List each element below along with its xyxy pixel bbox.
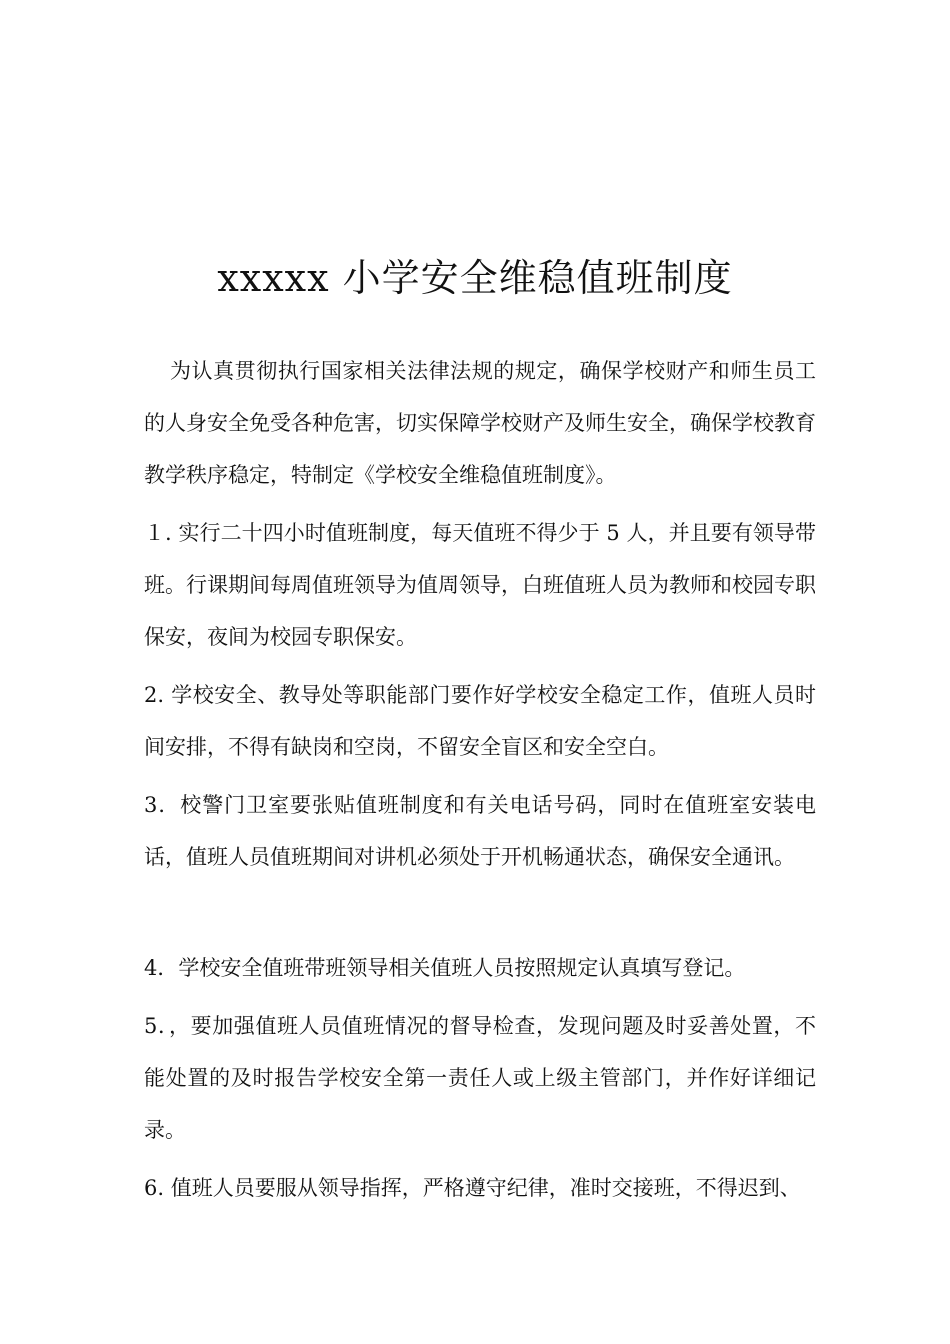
rule-paragraph-5: 5．，要加强值班人员值班情况的督导检查，发现问题及时妥善处置，不能处置的及时报告学校安全第一责任人或上级主管部门，并作好详细记录。 [144,1014,816,1142]
rule-paragraph-3: 3．校警门卫室要张贴值班制度和有关电话号码，同时在值班室安装电话，值班人员值班期间对讲机必须处于开机畅通状态，确保安全通讯。 [144,793,816,869]
rule-paragraph-4: 4．学校安全值班带班领导相关值班人员按照规定认真填写登记。 [144,956,746,980]
rule-paragraph-1: １. 实行二十四小时值班制度，每天值班不得少于 5 人，并且要有领导带班。行课期间每周值班领导为值周领导，白班值班人员为教师和校园专职保安，夜间为校园专职保安。 [144,521,816,649]
rule-paragraph-6: 6. 值班人员要服从领导指挥，严格遵守纪律，准时交接班，不得迟到、 [144,1176,801,1200]
rule-paragraph-2: 2. 学校安全、教导处等职能部门要作好学校安全稳定工作，值班人员时间安排，不得有缺岗和空岗，不留安全盲区和安全空白。 [144,683,816,759]
document-title: xxxxx 小学安全维稳值班制度 [217,256,733,300]
intro-paragraph: 为认真贯彻执行国家相关法律法规的规定，确保学校财产和师生员工的人身安全免受各种危害，切实保障学校财产及师生安全，确保学校教育教学秩序稳定，特制定《学校安全维稳值班制度》。 [144,359,816,487]
